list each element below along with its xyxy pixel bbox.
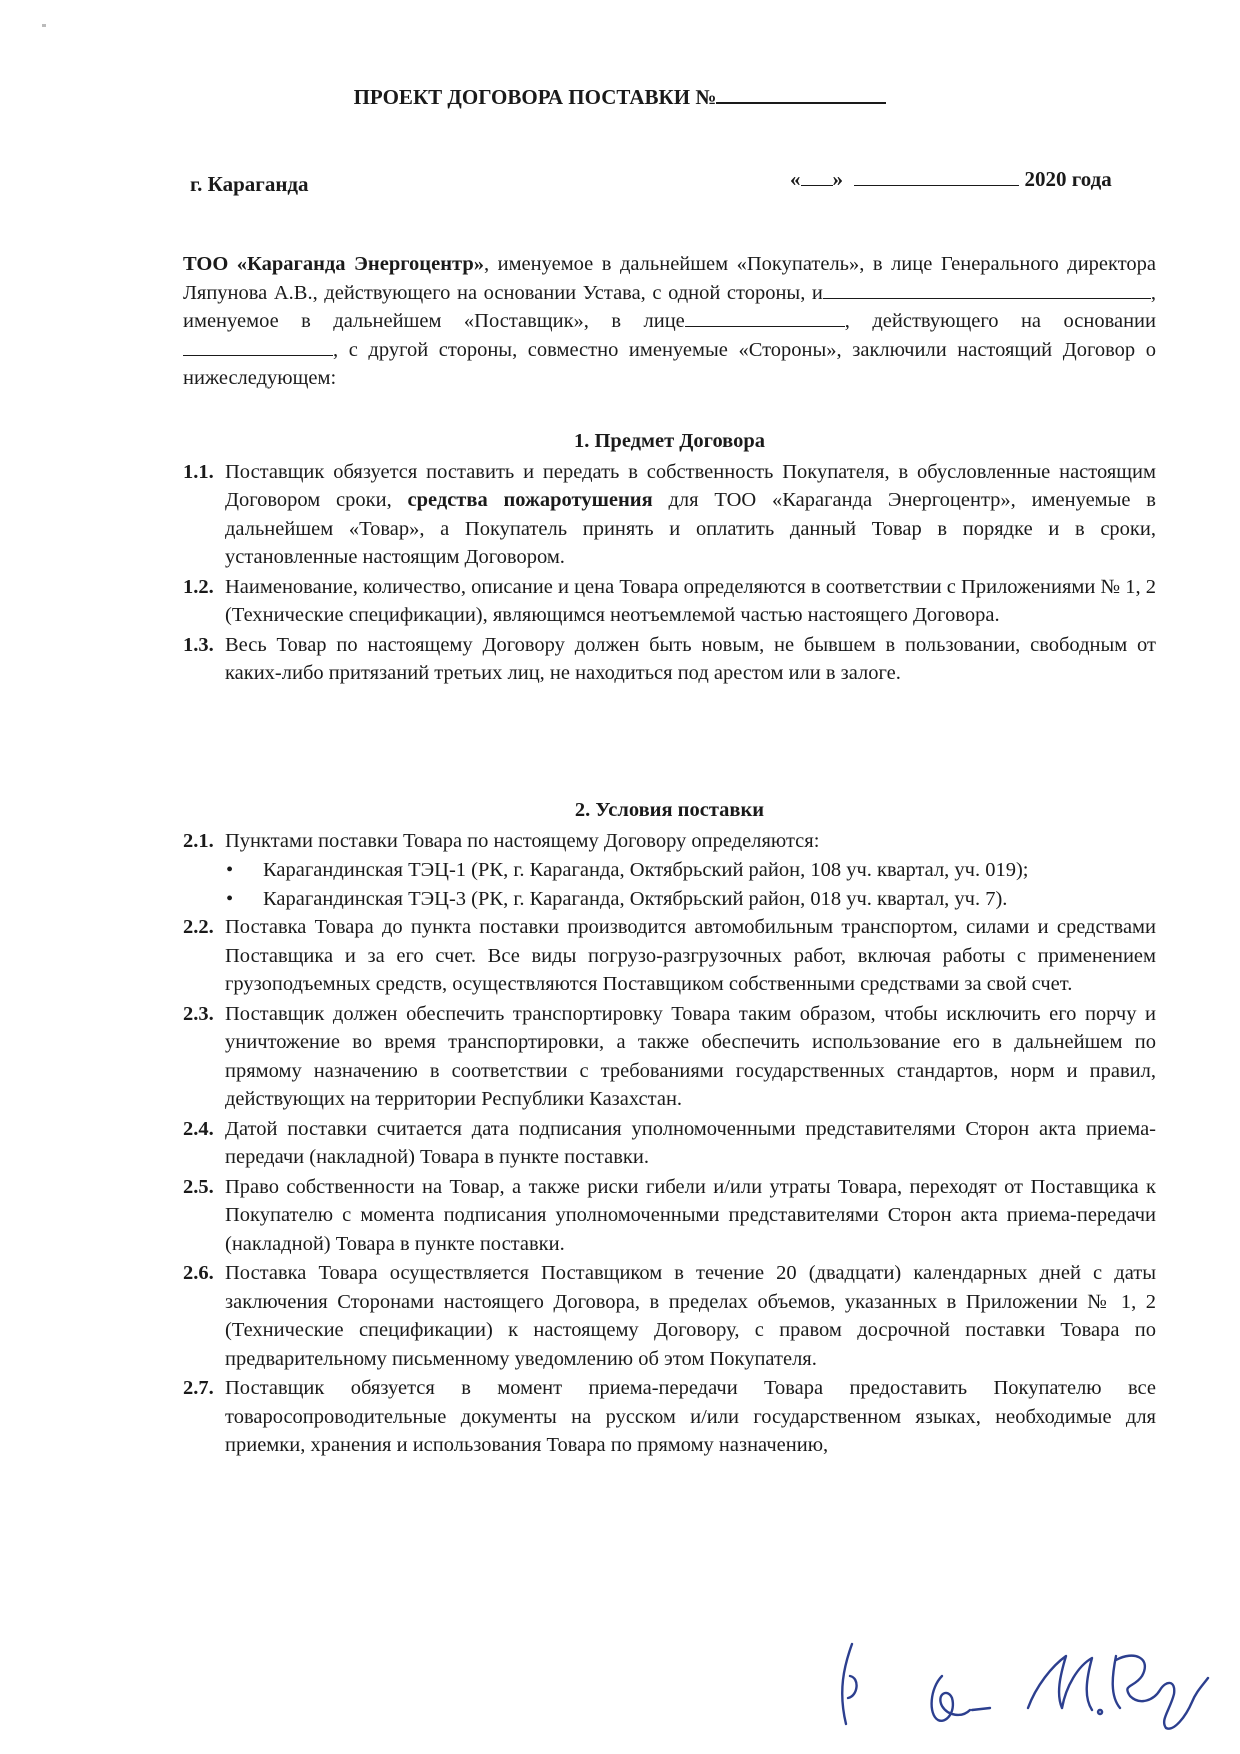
clause-number: 2.5. bbox=[183, 1175, 214, 1198]
clause-number: 2.6. bbox=[183, 1262, 214, 1284]
contract-date: « » 2020 года bbox=[790, 167, 1112, 191]
basis-blank bbox=[183, 337, 333, 356]
city: г. Караганда bbox=[190, 172, 309, 196]
list-item: • Карагандинская ТЭЦ-1 (РК, г. Караганда, Октябрьский район, 108 уч. квартал, уч. 019); bbox=[183, 856, 1156, 885]
clause-number: 2.4. bbox=[183, 1117, 214, 1140]
representative-blank bbox=[685, 308, 845, 327]
clause-number: 2.3. bbox=[183, 1002, 214, 1025]
clause-2-1: 2.1. Пунктами поставки Товара по настоящему Договору определяются: bbox=[183, 827, 1156, 856]
contract-number-blank bbox=[716, 84, 886, 104]
bullet-icon: • bbox=[226, 887, 234, 910]
clause-2-7: 2.7. Поставщик обязуется в момент приема-передачи Товара предоставить Покупателю все товаросопроводительные документы на русском и/или государственном языках, необходимые для приемки, хранения и использования Товара по прямому назначению, bbox=[183, 1374, 1156, 1460]
section-heading: 1. Предмет Договора bbox=[573, 430, 766, 452]
handwritten-signatures bbox=[830, 1636, 1220, 1736]
section-heading: 2. Условия поставки bbox=[574, 799, 765, 821]
clause-2-5: 2.5. Право собственности на Товар, а также риски гибели и/или утраты Товара, переходят от Поставщика к Покупателю с момента подписания уполномоченными представителями Сторон акта приема-передачи (накладной) Товара в пункте поставки. bbox=[183, 1173, 1156, 1259]
clause-number: 2.1. bbox=[183, 829, 214, 852]
delivery-points-list bbox=[183, 856, 1156, 913]
document-title: ПРОЕКТ ДОГОВОРА ПОСТАВКИ № bbox=[0, 84, 1240, 110]
bullet-icon: • bbox=[226, 859, 234, 881]
clause-2-2: 2.2. Поставка Товара до пункта поставки производится автомобильным транспортом, силами и средствами Поставщика и за его счет. Все виды погрузо-разгрузочных работ, включая работы с применением грузоподъемных средств, осуществляются Поставщиком собственными средствами за свой счет. bbox=[183, 913, 1156, 999]
clause-1-3: 1.3. Весь Товар по настоящему Договору должен быть новым, не бывшем в пользовании, свободным от каких-либо притязаний третьих лиц, не находиться под арестом или в залоге. bbox=[183, 631, 1156, 688]
clause-1-1: 1.1. Поставщик обязуется поставить и передать в собственность Покупателя, в обусловленные настоящим Договором сроки, средства пожаротушения для ТОО «Караганда Энергоцентр», именуемые в дальнейшем «Товар», а Покупатель принять и оплатить данный Товар в порядке и в сроки, установленные настоящим Договором. bbox=[183, 458, 1156, 572]
list-item: • Карагандинская ТЭЦ-3 (РК, г. Караганда, Октябрьский район, 018 уч. квартал, уч. 7). bbox=[183, 885, 1156, 914]
section-subject bbox=[183, 427, 1156, 689]
month-blank bbox=[854, 167, 1019, 186]
signature-initial-2 bbox=[932, 1676, 990, 1721]
clause-number: 2.2. bbox=[183, 916, 214, 938]
goods-name: средства пожаротушения bbox=[407, 489, 653, 511]
clause-number: 1.2. bbox=[183, 575, 214, 598]
clause-number: 1.3. bbox=[183, 633, 214, 656]
clause-number: 1.1. bbox=[183, 460, 214, 483]
preamble: ТОО «Караганда Энергоцентр», именуемое в дальнейшем «Покупатель», в лице Генерального директора Ляпунова А.В., действующего на основании Устава, с одной стороны, и , именуемое в дальнейшем «Поставщик», в лице , действующего на основании, с другой стороны, совместно именуемые «Стороны», заключили настоящий Договор о нижеследующем: bbox=[183, 253, 1156, 389]
clause-number: 2.7. bbox=[183, 1377, 214, 1399]
scan-speck bbox=[42, 24, 46, 27]
clause-1-2: 1.2. Наименование, количество, описание и цена Товара определяются в соответствии с Приложениями № 1, 2 (Технические спецификации), являющимся неотъемлемой частью настоящего Договора. bbox=[183, 573, 1156, 630]
signature-main bbox=[1028, 1656, 1208, 1729]
clause-2-4: 2.4. Датой поставки считается дата подписания уполномоченными представителями Сторон акта приема-передачи (накладной) Товара в пункте поставки. bbox=[183, 1115, 1156, 1172]
clause-2-6: 2.6. Поставка Товара осуществляется Поставщиком в течение 20 (двадцати) календарных дней с даты заключения Сторонами настоящего Договора, в пределах объемов, указанных в Приложении № 1, 2 (Технические спецификации) к настоящему Договору, с правом досрочной поставки Товара по предварительному письменному уведомлению об этом Покупателя. bbox=[183, 1259, 1156, 1373]
signature-initial-1 bbox=[842, 1644, 856, 1724]
buyer-company: ТОО «Караганда Энергоцентр» bbox=[183, 253, 484, 275]
day-blank bbox=[801, 167, 833, 186]
clause-2-3: 2.3. Поставщик должен обеспечить транспортировку Товара таким образом, чтобы исключить его порчу и уничтожение во время транспортировки, а также обеспечить использование его в дальнейшем по прямому назначению в соответствии с требованиями государственных стандартов, норм и правил, действующих на территории Республики Казахстан. bbox=[183, 1000, 1156, 1114]
section-delivery-terms bbox=[183, 796, 1156, 1461]
supplier-name-blank bbox=[823, 280, 1151, 299]
